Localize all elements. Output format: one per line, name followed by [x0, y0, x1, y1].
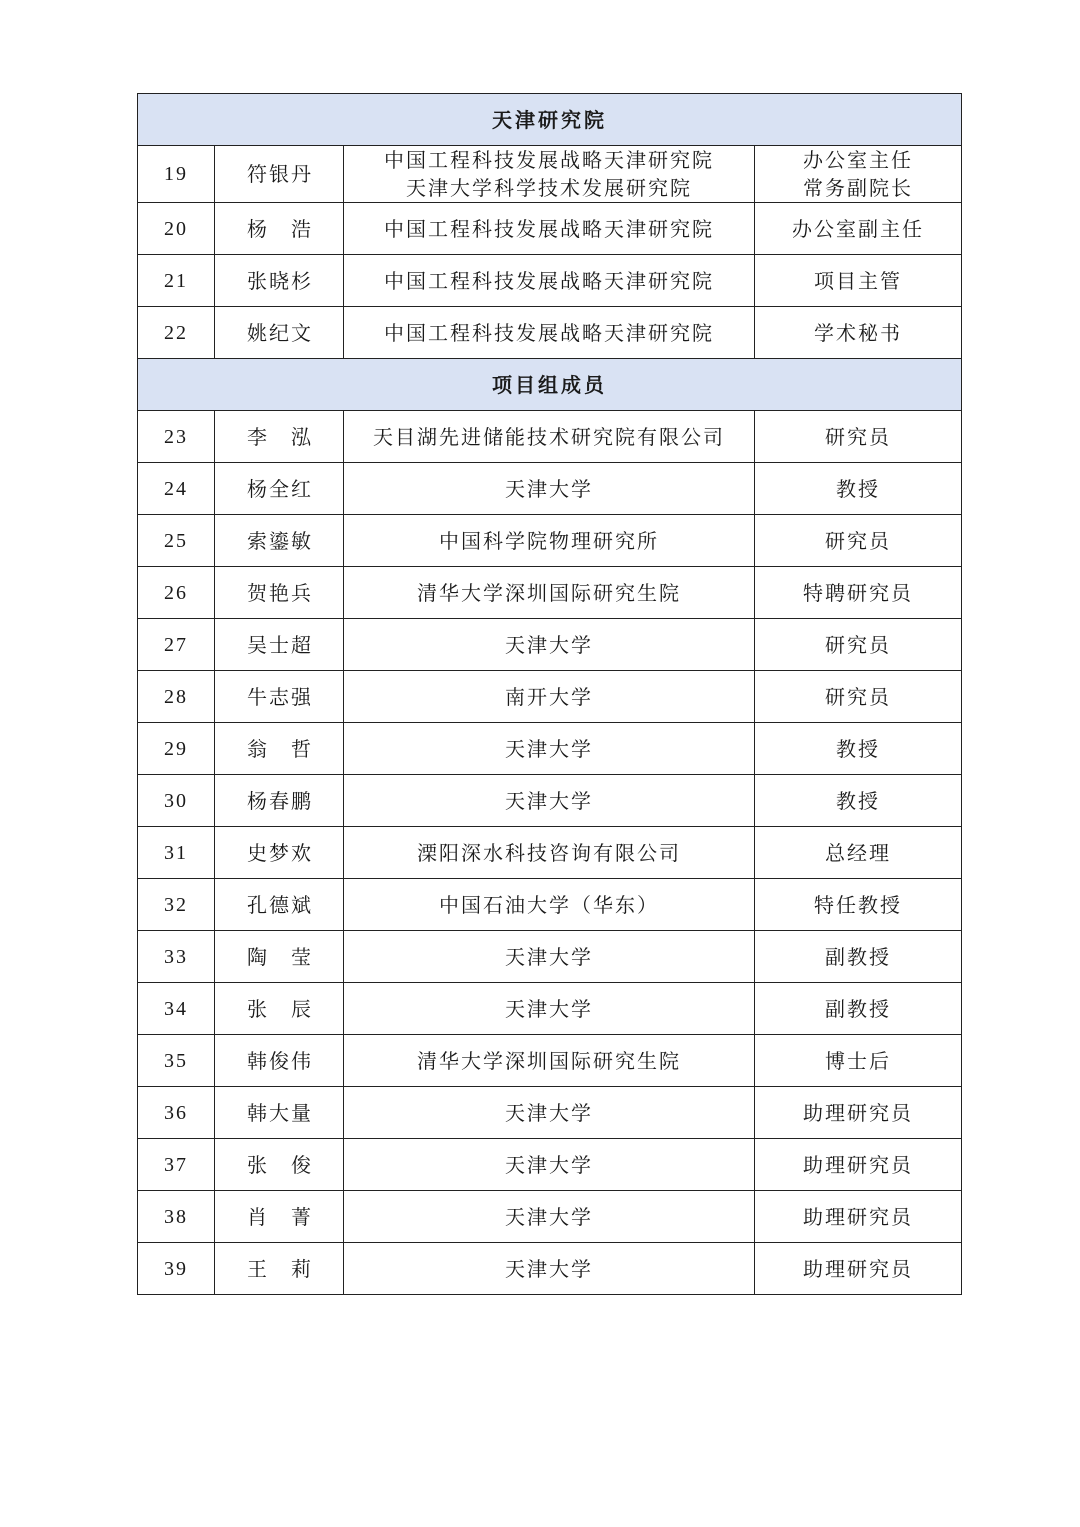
- organization-cell: [344, 879, 755, 931]
- position-title: 研究员: [825, 424, 891, 449]
- member-name-cell: [215, 515, 344, 567]
- position-cell: [755, 723, 962, 775]
- organization-cell: [344, 619, 755, 671]
- member-name: 杨春鹏: [247, 788, 311, 813]
- organization-cell: [344, 775, 755, 827]
- organization-cell: [344, 1191, 755, 1243]
- organization: 天津大学: [505, 476, 593, 501]
- position-cell: [755, 983, 962, 1035]
- member-name: 李泓: [247, 424, 311, 449]
- position-cell: [755, 307, 962, 359]
- member-name: 张俊: [247, 1152, 311, 1177]
- position-cell: [755, 255, 962, 307]
- row-number: 30: [138, 775, 215, 827]
- position-cell: [755, 1139, 962, 1191]
- position-cell: [755, 775, 962, 827]
- organization: 天津大学: [505, 1100, 593, 1125]
- table-row: [138, 931, 962, 983]
- position-title: 教授: [836, 736, 880, 761]
- table-row: [138, 1191, 962, 1243]
- position-cell: [755, 203, 962, 255]
- row-number: 37: [138, 1139, 215, 1191]
- member-name: 陶莹: [247, 944, 311, 969]
- member-name: 张晓杉: [247, 268, 311, 293]
- member-name-cell: [215, 619, 344, 671]
- organization-cell: [344, 1243, 755, 1295]
- row-number: 21: [138, 255, 215, 307]
- row-number: 34: [138, 983, 215, 1035]
- position-title: 助理研究员: [803, 1152, 913, 1177]
- position-cell: [755, 879, 962, 931]
- organization-cell: [344, 255, 755, 307]
- organization: 天津大学: [505, 1256, 593, 1281]
- organization-cell: [344, 411, 755, 463]
- member-name: 史梦欢: [247, 840, 311, 865]
- position-cell: [755, 567, 962, 619]
- organization-cell: [344, 931, 755, 983]
- member-name: 肖菁: [247, 1204, 311, 1229]
- member-name-cell: [215, 463, 344, 515]
- organization: 中国科学院物理研究所: [439, 528, 659, 553]
- position-title: 副教授: [825, 996, 891, 1021]
- position-title: 常务副院长: [803, 176, 913, 200]
- organization-cell: [344, 463, 755, 515]
- organization: 清华大学深圳国际研究生院: [417, 1048, 681, 1073]
- table-row: [138, 827, 962, 879]
- roster-body: [138, 94, 962, 1295]
- organization: 天津大学: [505, 736, 593, 761]
- section-title: 项目组成员: [138, 359, 962, 411]
- table-row: [138, 567, 962, 619]
- table-row: [138, 879, 962, 931]
- row-number: 38: [138, 1191, 215, 1243]
- member-name-cell: [215, 146, 344, 203]
- organization-cell: [344, 1087, 755, 1139]
- organization: 天津大学: [505, 1152, 593, 1177]
- member-name-cell: [215, 879, 344, 931]
- table-row: [138, 723, 962, 775]
- position-title: 办公室主任: [803, 148, 913, 172]
- member-name-cell: [215, 827, 344, 879]
- member-name-cell: [215, 567, 344, 619]
- organization-cell: [344, 1035, 755, 1087]
- member-name: 韩俊伟: [247, 1048, 311, 1073]
- position-title: 助理研究员: [803, 1256, 913, 1281]
- member-name: 贺艳兵: [247, 580, 311, 605]
- member-name-cell: [215, 775, 344, 827]
- member-name: 姚纪文: [247, 320, 311, 345]
- organization: 中国工程科技发展战略天津研究院: [384, 216, 714, 241]
- row-number: 29: [138, 723, 215, 775]
- organization: 中国工程科技发展战略天津研究院: [384, 268, 714, 293]
- organization: 溧阳深水科技咨询有限公司: [417, 840, 681, 865]
- member-name-cell: [215, 1087, 344, 1139]
- member-name-cell: [215, 203, 344, 255]
- section-header-row: [138, 94, 962, 146]
- table-row: [138, 1087, 962, 1139]
- organization: 天目湖先进储能技术研究院有限公司: [373, 424, 725, 449]
- position-title: 研究员: [825, 632, 891, 657]
- position-cell: [755, 671, 962, 723]
- section-header-row: [138, 359, 962, 411]
- organization: 天津大学: [505, 996, 593, 1021]
- member-name-cell: [215, 1035, 344, 1087]
- table-row: [138, 983, 962, 1035]
- member-roster-table: [137, 93, 962, 1295]
- row-number: 39: [138, 1243, 215, 1295]
- organization-cell: [344, 203, 755, 255]
- table-row: [138, 411, 962, 463]
- organization-cell: [344, 723, 755, 775]
- organization: 天津大学: [505, 944, 593, 969]
- member-name: 张辰: [247, 996, 311, 1021]
- row-number: 27: [138, 619, 215, 671]
- organization: 中国石油大学（华东）: [439, 892, 659, 917]
- organization: 清华大学深圳国际研究生院: [417, 580, 681, 605]
- member-name-cell: [215, 931, 344, 983]
- position-title: 教授: [836, 788, 880, 813]
- organization-cell: [344, 671, 755, 723]
- position-title: 研究员: [825, 684, 891, 709]
- organization-cell: [344, 515, 755, 567]
- position-title: 总经理: [825, 840, 891, 865]
- organization-cell: [344, 1139, 755, 1191]
- position-cell: [755, 463, 962, 515]
- position-title: 教授: [836, 476, 880, 501]
- member-name: 翁哲: [247, 736, 311, 761]
- table-row: [138, 463, 962, 515]
- organization: 南开大学: [505, 684, 593, 709]
- row-number: 26: [138, 567, 215, 619]
- row-number: 31: [138, 827, 215, 879]
- member-name: 杨全红: [247, 476, 311, 501]
- position-title: 项目主管: [814, 268, 902, 293]
- position-title: 助理研究员: [803, 1204, 913, 1229]
- table-row: [138, 671, 962, 723]
- position-cell: [755, 1243, 962, 1295]
- member-name-cell: [215, 1139, 344, 1191]
- member-name: 杨浩: [247, 216, 311, 241]
- member-name-cell: [215, 723, 344, 775]
- position-cell: [755, 619, 962, 671]
- organization: 天津大学: [505, 788, 593, 813]
- position-title: 博士后: [825, 1048, 891, 1073]
- position-cell: [755, 1087, 962, 1139]
- organization: 天津大学: [505, 1204, 593, 1229]
- row-number: 25: [138, 515, 215, 567]
- row-number: 33: [138, 931, 215, 983]
- member-name-cell: [215, 1243, 344, 1295]
- organization-cell: [344, 827, 755, 879]
- member-name: 索鎏敏: [247, 528, 311, 553]
- row-number: 20: [138, 203, 215, 255]
- position-title: 副教授: [825, 944, 891, 969]
- row-number: 24: [138, 463, 215, 515]
- organization: 中国工程科技发展战略天津研究院: [384, 148, 714, 172]
- organization: 中国工程科技发展战略天津研究院: [384, 320, 714, 345]
- position-title: 学术秘书: [814, 320, 902, 345]
- position-title: 办公室副主任: [792, 216, 924, 241]
- member-name: 韩大量: [247, 1100, 311, 1125]
- position-title: 研究员: [825, 528, 891, 553]
- section-title: 天津研究院: [138, 94, 962, 146]
- member-name-cell: [215, 671, 344, 723]
- position-cell: [755, 1191, 962, 1243]
- position-cell: [755, 827, 962, 879]
- table-row: [138, 515, 962, 567]
- table-row: [138, 146, 962, 203]
- position-cell: [755, 515, 962, 567]
- table-row: [138, 1035, 962, 1087]
- member-name-cell: [215, 1191, 344, 1243]
- row-number: 28: [138, 671, 215, 723]
- organization-cell: [344, 567, 755, 619]
- table-row: [138, 1243, 962, 1295]
- table-row: [138, 203, 962, 255]
- row-number: 32: [138, 879, 215, 931]
- row-number: 36: [138, 1087, 215, 1139]
- table-row: [138, 1139, 962, 1191]
- member-name: 孔德斌: [247, 892, 311, 917]
- member-name-cell: [215, 983, 344, 1035]
- row-number: 22: [138, 307, 215, 359]
- organization-cell: [344, 983, 755, 1035]
- member-name-cell: [215, 255, 344, 307]
- row-number: 35: [138, 1035, 215, 1087]
- member-name: 牛志强: [247, 684, 311, 709]
- organization: 天津大学: [505, 632, 593, 657]
- table-row: [138, 255, 962, 307]
- table-row: [138, 619, 962, 671]
- member-name: 王莉: [247, 1256, 311, 1281]
- position-cell: [755, 931, 962, 983]
- row-number: 23: [138, 411, 215, 463]
- organization-cell: [344, 307, 755, 359]
- member-name: 符银丹: [247, 162, 311, 186]
- position-title: 特聘研究员: [803, 580, 913, 605]
- position-cell: [755, 411, 962, 463]
- position-cell: [755, 146, 962, 203]
- row-number: 19: [138, 146, 215, 203]
- position-title: 特任教授: [814, 892, 902, 917]
- position-title: 助理研究员: [803, 1100, 913, 1125]
- organization: 天津大学科学技术发展研究院: [406, 176, 692, 200]
- table-row: [138, 307, 962, 359]
- organization-cell: [344, 146, 755, 203]
- member-name-cell: [215, 411, 344, 463]
- member-name: 吴士超: [247, 632, 311, 657]
- position-cell: [755, 1035, 962, 1087]
- member-name-cell: [215, 307, 344, 359]
- table-row: [138, 775, 962, 827]
